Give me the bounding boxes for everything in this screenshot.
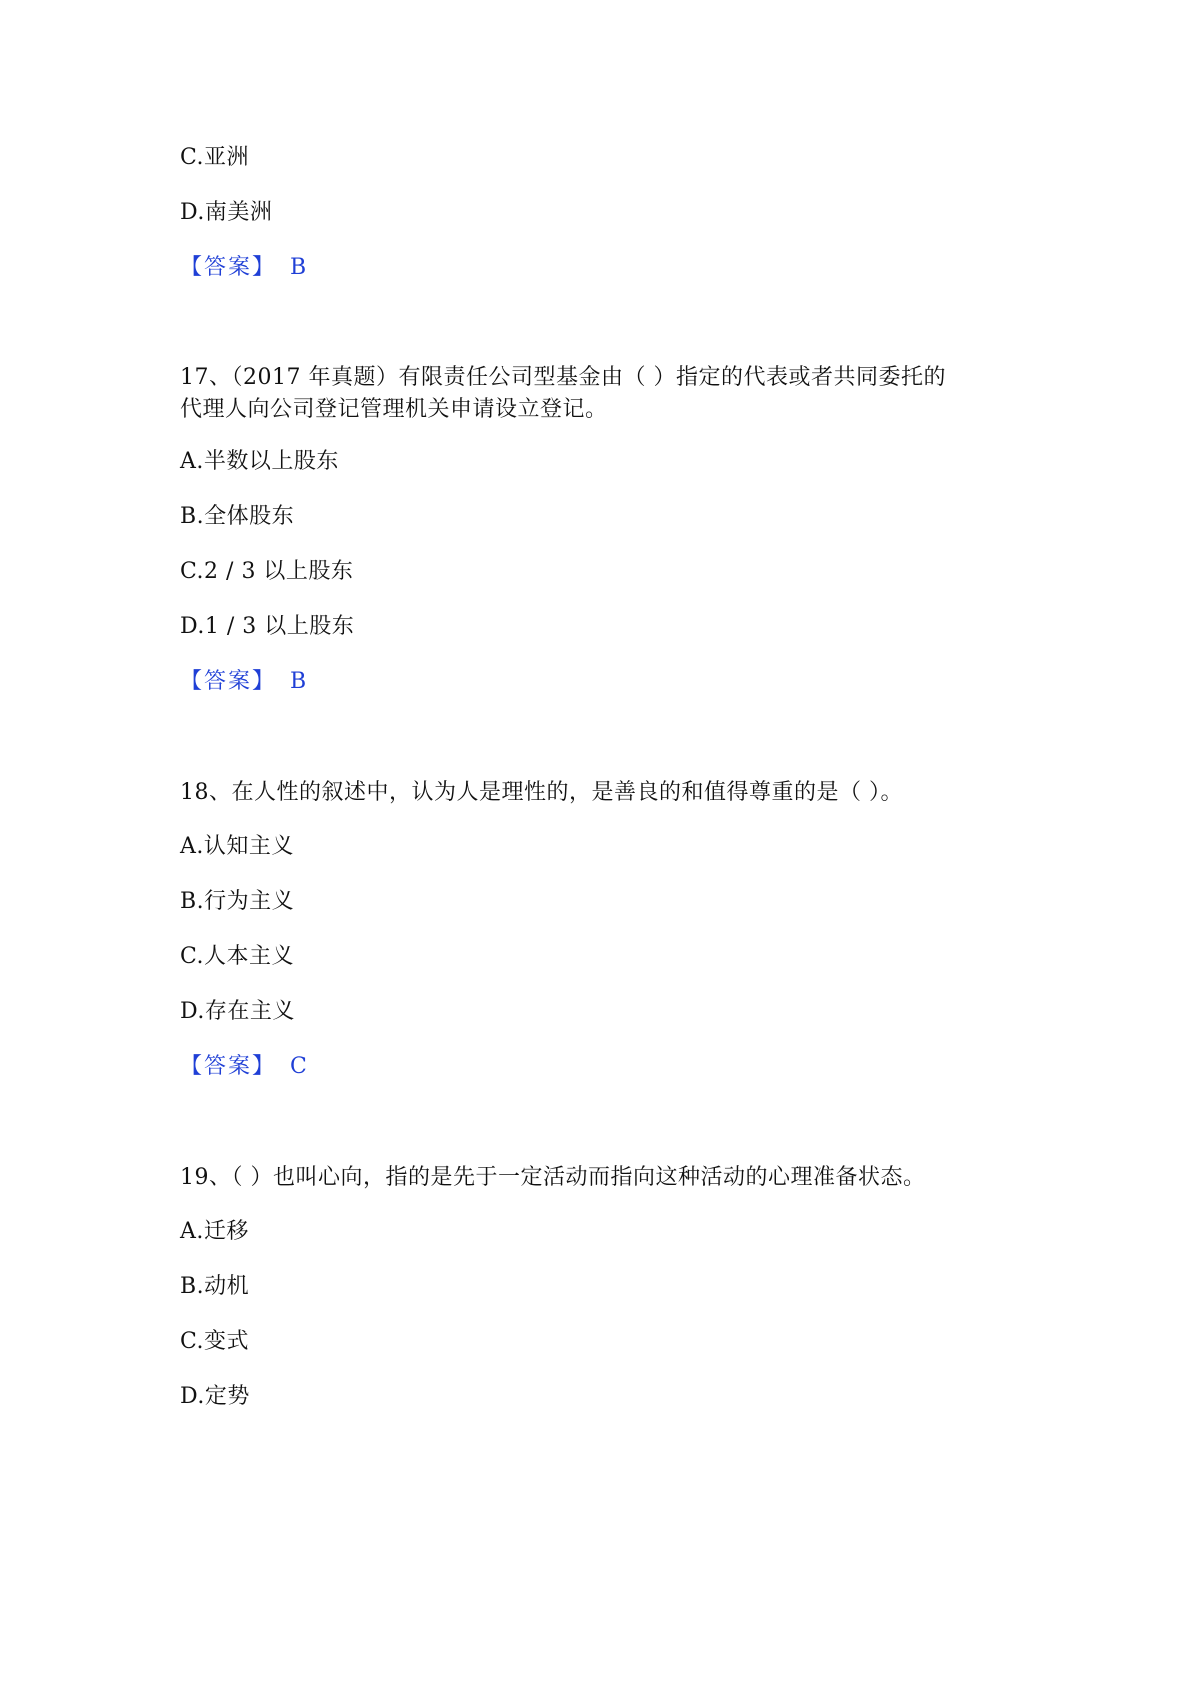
q18-answer-value: C — [290, 1054, 308, 1079]
q17-option-b: B.全体股东 — [180, 504, 295, 529]
q19-question-line-1: 19、（ ）也叫心向，指的是先于一定活动而指向这种活动的心理准备状态。 — [180, 1165, 926, 1190]
q17-answer-value: B — [290, 669, 307, 694]
q19-option-b: B.动机 — [180, 1274, 250, 1299]
q18-question-line-1: 18、在人性的叙述中，认为人是理性的，是善良的和值得尊重的是（ ）。 — [180, 780, 903, 805]
q19-option-d: D.定势 — [180, 1384, 250, 1409]
q16-answer-label: 【答案】 — [180, 255, 277, 280]
q17-answer-label: 【答案】 — [180, 669, 277, 694]
q17-question-line-2: 代理人向公司登记管理机关申请设立登记。 — [180, 397, 608, 422]
q19-option-c: C.变式 — [180, 1329, 250, 1354]
q18-option-c: C.人本主义 — [180, 944, 295, 969]
q18-option-b: B.行为主义 — [180, 889, 295, 914]
q16-answer-value: B — [290, 255, 307, 280]
q16-option-c: C.亚洲 — [180, 145, 250, 170]
q19-option-a: A.迁移 — [180, 1219, 249, 1244]
q16-answer — [180, 253, 307, 283]
q17-answer — [180, 667, 307, 697]
q18-answer-label: 【答案】 — [180, 1054, 277, 1079]
q17-question-line-1: 17、（2017 年真题）有限责任公司型基金由（ ）指定的代表或者共同委托的 — [180, 365, 946, 390]
q18-option-d: D.存在主义 — [180, 999, 295, 1024]
q17-option-c: C.2 / 3 以上股东 — [180, 559, 354, 584]
q16-option-d: D.南美洲 — [180, 200, 273, 225]
q18-option-a: A.认知主义 — [180, 834, 294, 859]
q17-option-a: A.半数以上股东 — [180, 449, 339, 474]
q17-option-d: D.1 / 3 以上股东 — [180, 614, 355, 639]
q18-answer — [180, 1052, 307, 1082]
